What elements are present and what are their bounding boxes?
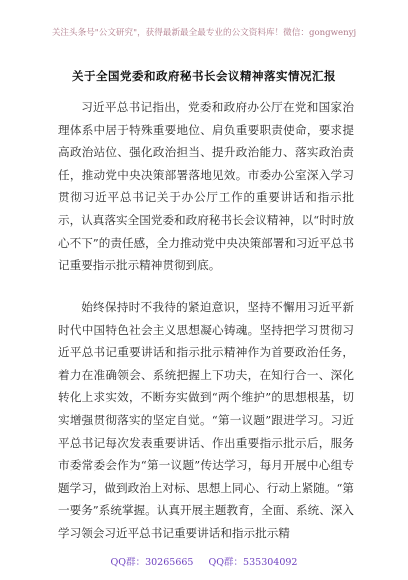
paragraph-2-text: 始终保持时不我待的紧迫意识，坚持不懈用习近平新时代中国特色社会主义思想凝心铸魂。坚持把学习贯彻习近平总书记重要讲话和指示批示精神作为首要政治任务，着力在准确领会、系统把握上下功夫，在知行合一、深化转化上求实效，不断夯实做到“两个维护”的思想根基，切实增强贯彻落实的坚定自觉。“第一议题”跟进学习。习近平总书记每次发表重要讲话、作出重要指示批示后，服务市委常委会作为“第一议题”传达学习，每月开展中心组专题学习，做到政治上对标、思想上同心、行动上紧随。“第一要务”系统掌握。认真开展主题教育，全面、系统、深入学习领会习近平总书记重要讲话和指示批示精: [58, 300, 354, 540]
footer-qq-group-2: QQ群：535304092: [208, 557, 298, 568]
header-promo-note: 关注头条号"公文研究"，获得最新最全最专业的公文资料库！微信：gongwenyj: [51, 28, 357, 38]
paragraph-1: [58, 96, 354, 277]
document-title: 关于全国党委和政府秘书长会议精神落实情况汇报: [72, 69, 336, 83]
footer-qq-group-1: QQ群：30265665: [110, 557, 194, 568]
paragraph-2: [58, 296, 354, 545]
footer-contact: [0, 554, 408, 568]
paragraph-1-text: 习近平总书记指出，党委和政府办公厅在党和国家治理体系中居于特殊重要地位、肩负重要职责使命，要求提高政治站位、强化政治担当、提升政治能力、落实政治责任，推动党中央决策部署落地见效。市委办公室深入学习贯彻习近平总书记关于办公厅工作的重要讲话和指示批示，认真落实全国党委和政府秘书长会议精神，以“时时放心不下”的责任感，全力推动党中央决策部署和习近平总书记重要指示批示精神贯彻到底。: [58, 100, 354, 273]
